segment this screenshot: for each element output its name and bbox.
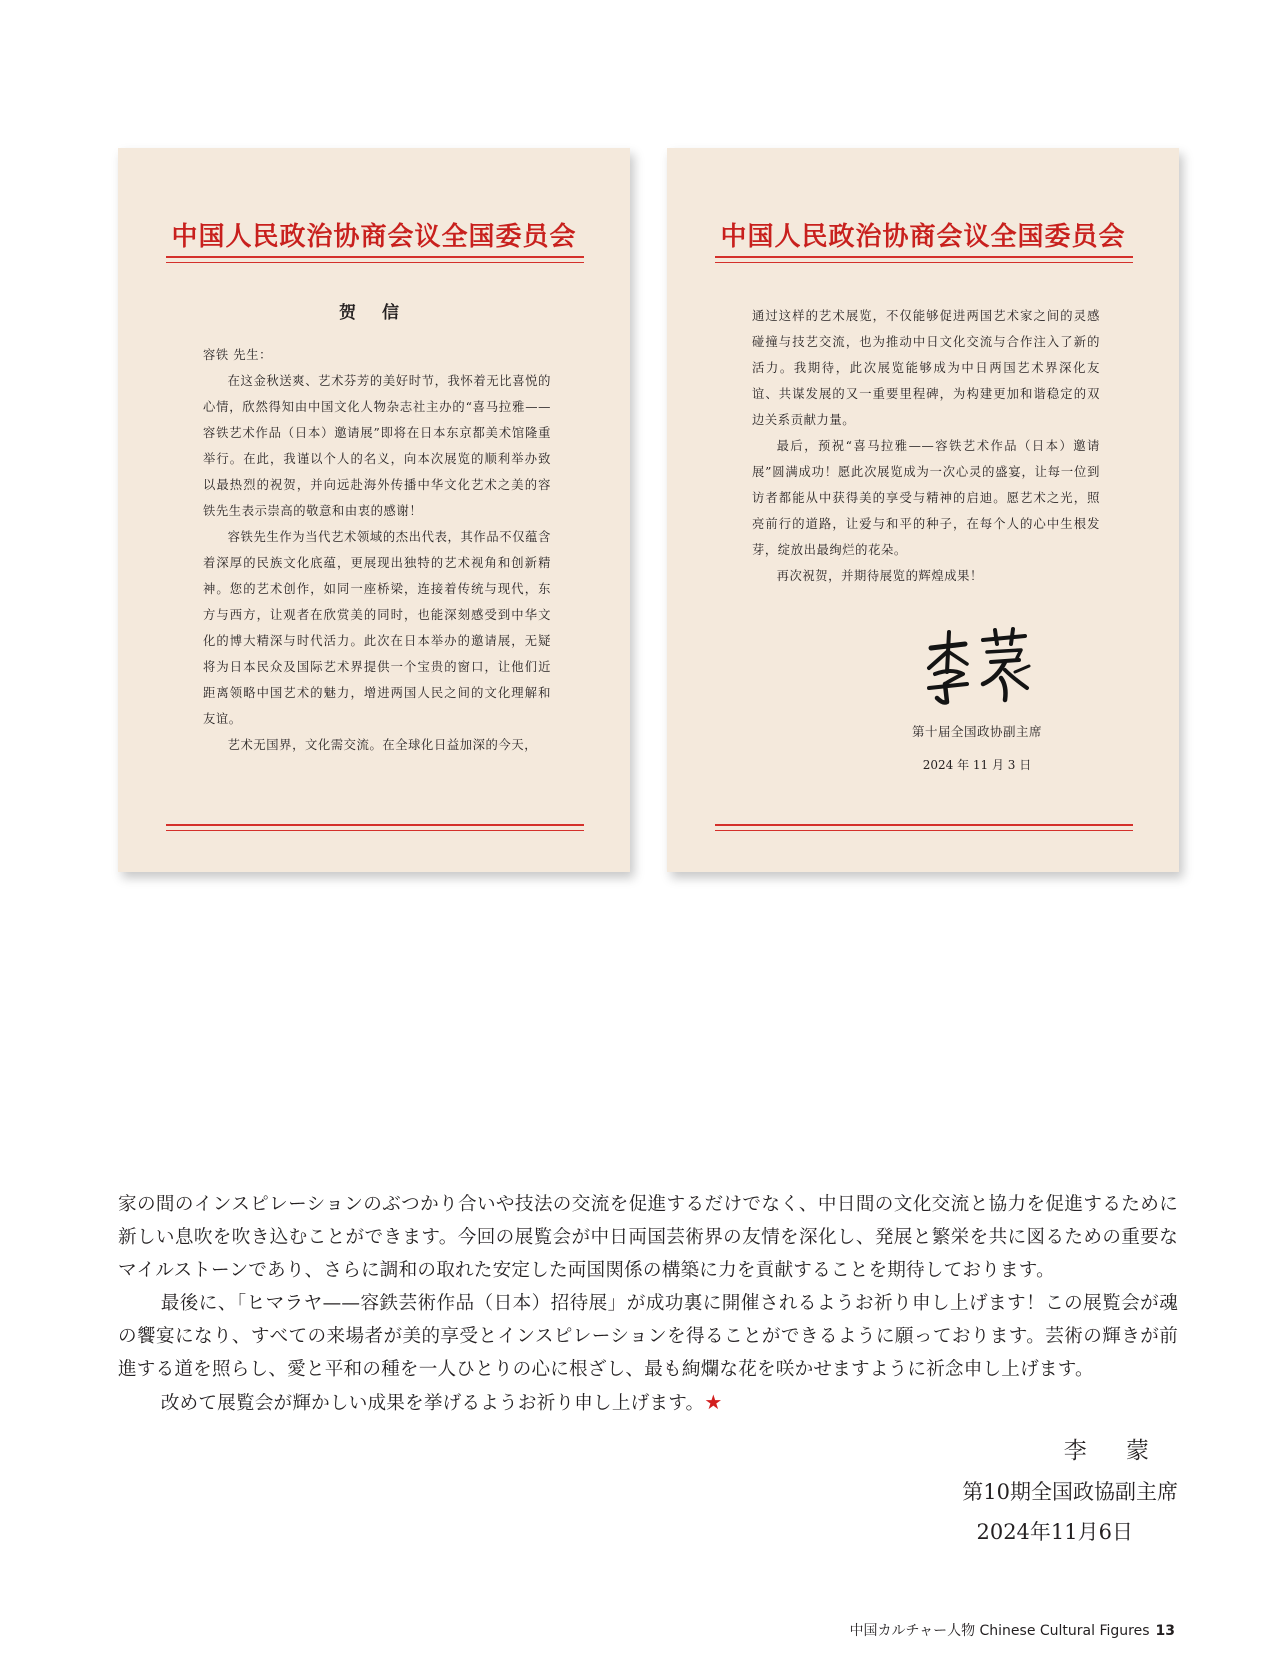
letter-paragraph: 艺术无国界，文化需交流。在全球化日益加深的今天， — [227, 738, 538, 752]
signer-name: 李 蒙 — [1063, 1438, 1165, 1464]
footer-rule — [715, 824, 1133, 831]
translation-paragraph: 最後に、「ヒマラヤ——容鉄芸術作品（日本）招待展」が成功裏に開催されるようお祈り申し上げます！この展覧会が魂の饗宴になり、すべての来場者が美的享受とインスピレーションを得ることができるように願っております。芸術の輝きが前進する道を照らし、愛と平和の種を一人ひとりの心に根ざし、最も絢爛な花を咲かせますように祈念申し上げます。 — [118, 1293, 1178, 1380]
translation-paragraph-last — [118, 1386, 1178, 1420]
page-number: 13 — [1155, 1623, 1175, 1639]
letter-paragraph: 容铁先生作为当代艺术领域的杰出代表，其作品不仅蕴含着深厚的民族文化底蕴，更展现出独特的艺术视角和创新精神。您的艺术创作，如同一座桥梁，连接着传统与现代，东方与西方，让观者在欣赏美的同时，也能深刻感受到中华文化的博大精深与时代活力。此次在日本举办的邀请展，无疑将为日本民众及国际艺术界提供一个宝贵的窗口，让他们近距离领略中国艺术的魅力，增进两国人民之间的文化理解和友谊。 — [203, 530, 551, 726]
letter-paragraph: 通过这样的艺术展览，不仅能够促进两国艺术家之间的灵感碰撞与技艺交流，也为推动中日文化交流与合作注入了新的活力。我期待，此次展览能够成为中日两国艺术界深化友谊、共谋发展的又一重要里程碑，为构建更加和谐稳定的双边关系贡献力量。 — [752, 309, 1100, 427]
japanese-translation — [118, 1188, 1178, 1420]
letterhead-rule — [166, 256, 584, 263]
letter-paragraph: 再次祝贺，并期待展览的辉煌成果！ — [776, 569, 983, 583]
signature-date-jp: 2024年11月6日 — [976, 1520, 1133, 1544]
footer-rule — [166, 824, 584, 831]
letter-paragraph: 最后，预祝“喜马拉雅——容铁艺术作品（日本）邀请展”圆满成功！愿此次展览成为一次心灵的盛宴，让每一位到访者都能从中获得美的享受与精神的启迪。愿艺术之光，照亮前行的道路，让爱与和平的种子，在每个人的心中生根发芽，绽放出最绚烂的花朵。 — [752, 439, 1100, 557]
letter-body — [203, 342, 551, 758]
page-footer — [849, 1620, 1175, 1640]
publication-name: 中国カルチャー人物 Chinese Cultural Figures — [849, 1623, 1150, 1639]
letterhead-title: 中国人民政治协商会议全国委员会 — [720, 222, 1126, 252]
letter-page-right — [667, 148, 1179, 872]
letter-salutation: 容铁 先生： — [203, 348, 272, 362]
letter-heading: 贺 信 — [339, 303, 409, 323]
letter-body — [752, 303, 1100, 589]
letter-paragraph: 在这金秋送爽、艺术芬芳的美好时节，我怀着无比喜悦的心情，欣然得知由中国文化人物杂志社主办的“喜马拉雅——容铁艺术作品（日本）邀请展”即将在日本东京都美术馆隆重举行。在此，我谨以个人的名义，向本次展览的顺利举办致以最热烈的祝贺，并向远赴海外传播中华文化艺术之美的容铁先生表示崇高的敬意和由衷的感谢！ — [203, 374, 551, 518]
translation-paragraph: 家の間のインスピレーションのぶつかり合いや技法の交流を促進するだけでなく、中日間の文化交流と協力を促進するために新しい息吹を吹き込むことができます。今回の展覧会が中日両国芸術界の友情を深化し、発展と繁栄を共に図るための重要なマイルストーンであり、さらに調和の取れた安定した両国関係の構築に力を貢献することを期待しております。 — [118, 1194, 1178, 1281]
letter-date: 2024 年 11 月 3 日 — [922, 758, 1032, 772]
signer-title-jp: 第10期全国政協副主席 — [962, 1480, 1178, 1504]
letterhead-title: 中国人民政治协商会议全国委员会 — [171, 222, 577, 252]
letter-page-left — [118, 148, 630, 872]
signer-title: 第十届全国政协副主席 — [911, 724, 1042, 739]
translation-paragraph-text: 改めて展覧会が輝かしい成果を挙げるようお祈り申し上げます。 — [160, 1393, 705, 1414]
calligraphy-signature — [917, 626, 1037, 706]
star-icon: ★ — [704, 1390, 723, 1414]
letterhead-rule — [715, 256, 1133, 263]
